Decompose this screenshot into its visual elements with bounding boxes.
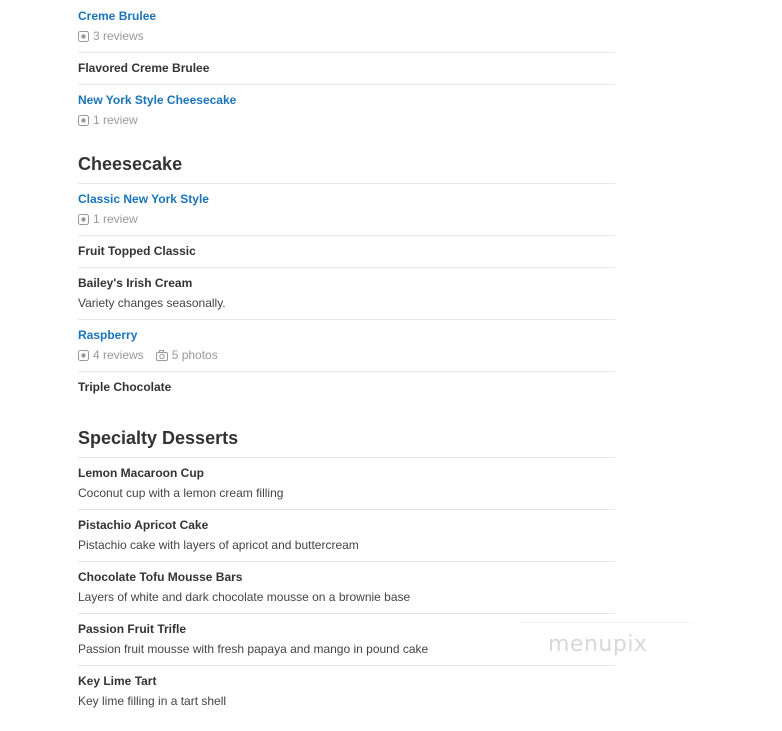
menu-item-description: Pistachio cake with layers of apricot and buttercream [78, 538, 359, 552]
watermark-logo: menupix [548, 632, 648, 657]
menu-item-description: Variety changes seasonally. [78, 296, 226, 310]
menu-item-description: Coconut cup with a lemon cream filling [78, 486, 284, 500]
menu-item [78, 53, 615, 85]
menu-item [78, 562, 615, 614]
menu-item-name-link[interactable]: New York Style Cheesecake [78, 93, 237, 107]
section-title-specialty-desserts: Specialty Desserts [78, 403, 615, 458]
section-title-cheesecake: Cheesecake [78, 136, 615, 184]
menu-item-name-link[interactable]: Classic New York Style [78, 192, 209, 206]
menu-item [78, 0, 615, 53]
review-icon [78, 31, 90, 43]
reviews-link[interactable] [78, 113, 138, 128]
reviews-link[interactable] [78, 212, 138, 227]
menu-item-name: Pistachio Apricot Cake [78, 518, 209, 532]
menu-item [78, 510, 615, 562]
menu-item [78, 85, 615, 136]
reviews-count: 4 reviews [93, 348, 144, 362]
watermark-divider [520, 622, 690, 623]
photos-link[interactable] [156, 348, 218, 363]
menu-item [78, 372, 615, 403]
reviews-count: 1 review [93, 212, 138, 226]
menu-item-name: Key Lime Tart [78, 674, 157, 688]
menu-item-name: Passion Fruit Trifle [78, 622, 187, 636]
menu-item [78, 268, 615, 320]
reviews-link[interactable] [78, 29, 144, 44]
menu-item [78, 236, 615, 268]
menu-item-meta [78, 29, 615, 44]
reviews-count: 3 reviews [93, 29, 144, 43]
reviews-link[interactable] [78, 348, 144, 363]
menu-item-description: Passion fruit mousse with fresh papaya and mango in pound cake [78, 642, 429, 656]
menu-item [78, 458, 615, 510]
menu-item-name: Chocolate Tofu Mousse Bars [78, 570, 243, 584]
menu-item-meta [78, 348, 615, 363]
menu-item [78, 184, 615, 236]
review-icon [78, 214, 90, 226]
menu-item-name: Flavored Creme Brulee [78, 61, 210, 75]
menu-item-meta [78, 212, 615, 227]
menu-item-meta [78, 113, 615, 128]
menu-item-name: Bailey's Irish Cream [78, 276, 193, 290]
reviews-count: 1 review [93, 113, 138, 127]
menu-item-description: Key lime filling in a tart shell [78, 694, 227, 708]
menu-item-name-link[interactable]: Raspberry [78, 328, 138, 342]
menu-item [78, 666, 615, 717]
menu-item-name-link[interactable]: Creme Brulee [78, 9, 157, 23]
menu-item [78, 320, 615, 372]
photos-count: 5 photos [171, 348, 218, 362]
menu-list [78, 0, 615, 717]
camera-icon [156, 350, 169, 362]
menu-item-description: Layers of white and dark chocolate mousse on a brownie base [78, 590, 411, 604]
review-icon [78, 350, 90, 362]
review-icon [78, 115, 90, 127]
menu-item-name: Fruit Topped Classic [78, 244, 196, 258]
menu-item-name: Triple Chocolate [78, 380, 172, 394]
menu-item-name: Lemon Macaroon Cup [78, 466, 205, 480]
